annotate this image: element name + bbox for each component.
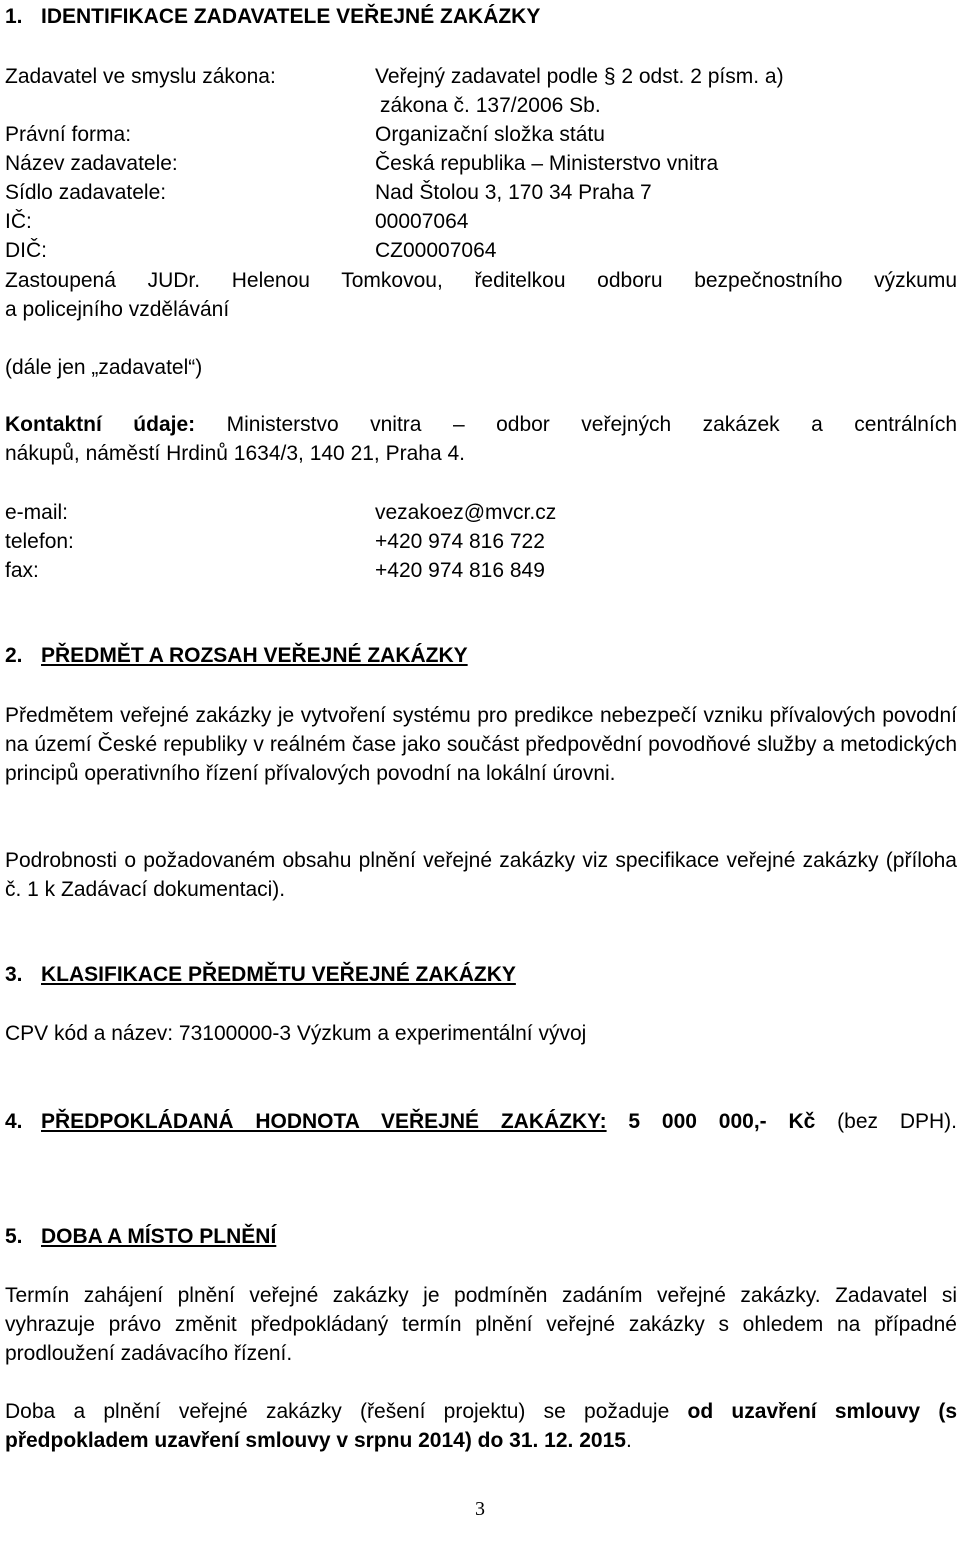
section-number: 5. xyxy=(5,1225,23,1248)
section-5-heading xyxy=(5,1222,276,1251)
info-label: Sídlo zadavatele: xyxy=(5,181,167,204)
contact-details-line2: nákupů, náměstí Hrdinů 1634/3, 140 21, Praha 4. xyxy=(5,442,465,465)
info-label: IČ: xyxy=(5,210,32,233)
section-2-heading xyxy=(5,641,468,670)
estimated-value: 5 000 000,- Kč xyxy=(628,1110,816,1133)
contact-label: telefon: xyxy=(5,530,74,553)
represented-by-line1: Zastoupená JUDr. Helenou Tomkovou, ředitelkou odboru bezpečnostního výzkumu xyxy=(5,269,957,292)
info-value: Veřejný zadavatel podle § 2 odst. 2 písm. a) xyxy=(375,65,784,88)
info-value: Nad Štolou 3, 170 34 Praha 7 xyxy=(375,181,652,204)
section-5-paragraph-2 xyxy=(5,1397,957,1455)
contact-details-line1 xyxy=(5,410,957,439)
section-number: 2. xyxy=(5,644,23,667)
contact-value: +420 974 816 849 xyxy=(375,559,545,582)
contact-details-label: Kontaktní údaje: xyxy=(5,413,196,436)
section-1-heading xyxy=(5,2,540,31)
represented-by-line2: a policejního vzdělávání xyxy=(5,298,230,321)
section-number: 4. xyxy=(5,1110,23,1133)
contact-label: fax: xyxy=(5,559,39,582)
paragraph-bold-text: od uzavření smlouvy (s předpokladem uzavření smlouvy v srpnu 2014) do 31. 12. 2015 xyxy=(5,1400,957,1452)
info-value: Organizační složka státu xyxy=(375,123,605,146)
info-value: 00007064 xyxy=(375,210,469,233)
section-5-paragraph-1: Termín zahájení plnění veřejné zakázky je podmíněn zadáním veřejné zakázky. Zadavatel si vyhrazuje právo změnit předpokládaný termín plnění veřejné zakázky s ohledem na případné prodloužení zadávacího řízení. xyxy=(5,1284,957,1365)
hereinafter-note: (dále jen „zadavatel“) xyxy=(5,356,203,379)
page-number: 3 xyxy=(475,1498,485,1520)
info-label: Právní forma: xyxy=(5,123,132,146)
cpv-code: CPV kód a název: 73100000-3 Výzkum a experimentální vývoj xyxy=(5,1022,587,1045)
section-title: PŘEDPOKLÁDANÁ HODNOTA VEŘEJNÉ ZAKÁZKY: xyxy=(41,1110,607,1133)
info-value: zákona č. 137/2006 Sb. xyxy=(380,94,601,117)
info-value: CZ00007064 xyxy=(375,239,497,262)
section-4-heading xyxy=(5,1107,957,1136)
estimated-value-vat-note: (bez DPH). xyxy=(837,1110,957,1133)
contact-value: +420 974 816 722 xyxy=(375,530,545,553)
email-link[interactable]: vezakoez@mvcr.cz xyxy=(375,501,557,524)
contact-label: e-mail: xyxy=(5,501,69,524)
section-title: IDENTIFIKACE ZADAVATELE VEŘEJNÉ ZAKÁZKY xyxy=(41,5,541,28)
section-2-paragraph-2: Podrobnosti o požadovaném obsahu plnění veřejné zakázky viz specifikace veřejné zakázky (příloha č. 1 k Zadávací dokumentaci). xyxy=(5,849,957,901)
info-label: Název zadavatele: xyxy=(5,152,178,175)
info-label: DIČ: xyxy=(5,239,47,262)
info-value: Česká republika – Ministerstvo vnitra xyxy=(375,152,719,175)
section-number: 1. xyxy=(5,5,23,28)
paragraph-end: . xyxy=(625,1429,632,1452)
section-title: KLASIFIKACE PŘEDMĚTU VEŘEJNÉ ZAKÁZKY xyxy=(41,963,516,986)
section-2-paragraph-1: Předmětem veřejné zakázky je vytvoření systému pro predikce nebezpečí vzniku přívalových povodní na území České republiky v reálném čase jako součást předpovědní povodňové služby a metodických principů operativního řízení přívalových povodní na lokální úrovni. xyxy=(5,704,957,785)
section-title: DOBA A MÍSTO PLNĚNÍ xyxy=(41,1225,277,1248)
section-3-heading xyxy=(5,960,516,989)
section-number: 3. xyxy=(5,963,23,986)
info-label: Zadavatel ve smyslu zákona: xyxy=(5,65,276,88)
contact-details-text: Ministerstvo vnitra – odbor veřejných zakázek a centrálních xyxy=(226,413,957,436)
section-title: PŘEDMĚT A ROZSAH VEŘEJNÉ ZAKÁZKY xyxy=(41,644,468,667)
paragraph-text: Doba a plnění veřejné zakázky (řešení projektu) se požaduje xyxy=(5,1400,670,1423)
